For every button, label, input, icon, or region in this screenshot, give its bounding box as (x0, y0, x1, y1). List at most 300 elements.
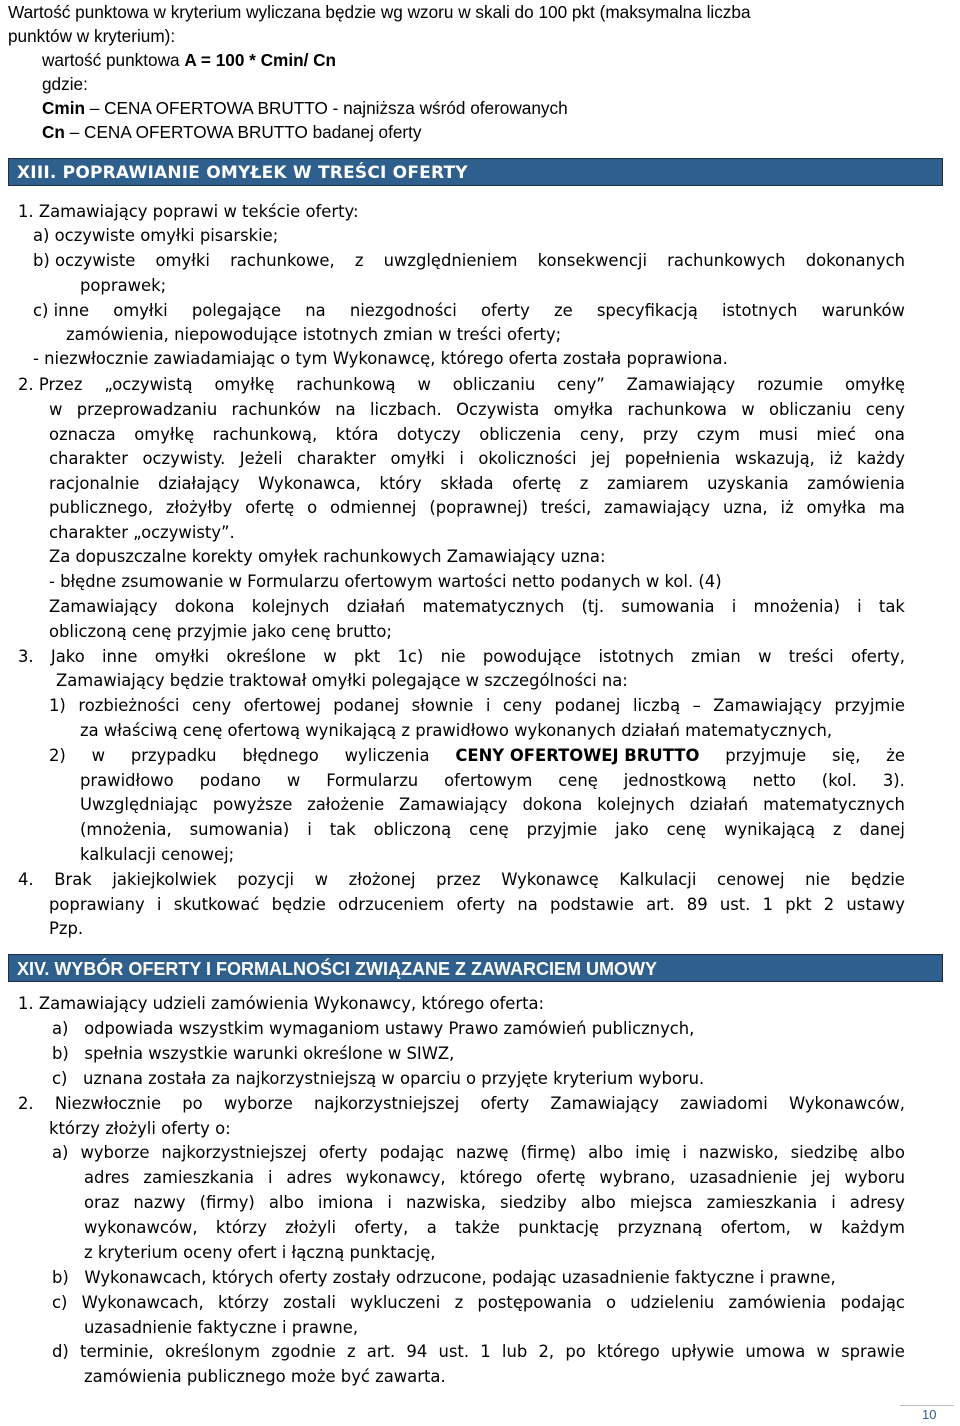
word: matematycznych (422, 597, 565, 616)
word: Zamawiający (399, 795, 508, 814)
word: uwzględnieniem (383, 251, 518, 270)
word: składa (440, 474, 494, 493)
word: podając (840, 1293, 905, 1312)
sec13-p2-line2 (49, 400, 905, 420)
word: się, (832, 746, 861, 765)
word: po (565, 1342, 586, 1361)
word: każdy (856, 449, 905, 468)
word: ceny” (557, 375, 605, 394)
word: inne (102, 647, 138, 666)
word: ofertę (245, 498, 295, 517)
word: (kol. (821, 771, 857, 790)
word: i (731, 597, 737, 616)
sec14-p2d-line1 (52, 1342, 905, 1362)
word: omyłkę (845, 375, 905, 394)
word: odrzuceniem (337, 895, 445, 914)
word: z (579, 474, 589, 493)
word: albo (869, 1143, 905, 1162)
word: zgodnie (271, 1342, 336, 1361)
word: miejsca (629, 1193, 693, 1212)
word: zamieszkania (706, 1193, 818, 1212)
word: omyłka (806, 498, 867, 517)
emphasis-ceny-ofertowej-brutto: CENY OFERTOWEJ BRUTTO (455, 746, 700, 765)
word: oferty, (851, 647, 905, 666)
word: Kalkulacji (619, 870, 697, 889)
word: oferty (318, 1143, 368, 1162)
word: netto (752, 771, 796, 790)
word: przeprowadzaniu (76, 400, 218, 419)
word: ofertę (536, 1168, 586, 1187)
word: Wykonawcę (501, 870, 599, 889)
word: jednostkową (623, 771, 727, 790)
formula-label: wartość punktowa (42, 50, 185, 70)
word: (mnożenia, (80, 820, 172, 839)
word: cenę (558, 771, 598, 790)
word: rachunków (231, 400, 321, 419)
word: omyłki (390, 449, 445, 468)
word: 2. Przez (18, 375, 83, 394)
word: racjonalnie (49, 474, 140, 493)
word: wyborze (80, 1143, 150, 1162)
word: konsekwencji (537, 251, 648, 270)
word: 1 (480, 1342, 491, 1361)
word: nie (440, 647, 466, 666)
word: określonym (164, 1342, 261, 1361)
word: podanej (333, 696, 400, 715)
word: pkt (785, 895, 812, 914)
word: adres (286, 1168, 332, 1187)
word: rachunkowych (667, 251, 786, 270)
word: w (758, 647, 772, 666)
word: 1) (49, 696, 66, 715)
word: każdym (841, 1218, 905, 1237)
word: przyjmuje (725, 746, 807, 765)
word: zamówienia (728, 1293, 827, 1312)
word: z (346, 1342, 356, 1361)
word: Wykonawców, (788, 1094, 905, 1113)
sec14-p2b: b) Wykonawcach, których oferty zostały odrzucone, podając uzasadnienie faktyczne i prawne, (52, 1268, 836, 1287)
word: zostali (283, 1293, 336, 1312)
word: oraz (84, 1193, 120, 1212)
sec13-p2-line8: Za dopuszczalne korekty omyłek rachunkowych Zamawiający uzna: (49, 547, 606, 566)
word: w (741, 400, 755, 419)
sec13-p3-line1 (18, 647, 905, 667)
word: i (857, 597, 862, 616)
sec13-p3-item2-line4 (80, 820, 905, 840)
sec14-p2a-line3 (84, 1193, 905, 1213)
sec13-p3-item2-line2 (80, 771, 905, 791)
word: popełnienia (624, 449, 721, 468)
word: ceny (865, 400, 905, 419)
word: polegające (191, 301, 282, 320)
sec13-p2-line4 (49, 449, 905, 469)
word: mnożenia) (753, 597, 840, 616)
word: uzasadnienie (689, 1168, 798, 1187)
word: kolejnych (597, 795, 675, 814)
word: ust. (719, 895, 751, 914)
word: z (454, 1293, 464, 1312)
word: i (156, 895, 162, 914)
sec13-p4-line1 (18, 870, 905, 890)
word: w (91, 746, 106, 765)
word: a) (52, 1143, 69, 1162)
sec13-p1: 1. Zamawiający poprawi w tekście oferty: (18, 202, 359, 221)
sec13-p1d: - niezwłocznie zawiadamiając o tym Wykonawcę, którego oferta została poprawiona. (33, 349, 728, 368)
word: rachunkowe, (230, 251, 335, 270)
word: nie (805, 870, 831, 889)
word: Oczywista (456, 400, 540, 419)
sec14-p2-line2: którzy złożyli oferty o: (49, 1119, 231, 1138)
sec14-p2a-line4 (84, 1218, 905, 1238)
word: oczywisty. (142, 449, 226, 468)
word: złożyli (285, 1218, 336, 1237)
word: także (455, 1218, 500, 1237)
word: (firmy) (199, 1193, 255, 1212)
formula-where: gdzie: (42, 74, 88, 94)
cmin-symbol: Cmin (42, 98, 85, 118)
word: Zamawiający (49, 597, 158, 616)
word: c) (52, 1293, 68, 1312)
sec14-p2a-line5: z kryterium oceny ofert i łączną punktację, (84, 1243, 436, 1262)
word: charakter (49, 449, 128, 468)
word: przyjmie (526, 820, 598, 839)
formula-intro-line2: punktów w kryterium): (8, 26, 176, 46)
word: punktację (518, 1218, 599, 1237)
word: Jako (50, 647, 85, 666)
word: wybrano, (599, 1168, 676, 1187)
word: najkorzystniejszej (161, 1143, 307, 1162)
word: charakter (296, 449, 376, 468)
word: i (267, 1168, 273, 1187)
word: wyborze (223, 1094, 293, 1113)
word: złożonej (348, 870, 416, 889)
word: publicznego, (49, 498, 154, 517)
word: obliczenia (479, 425, 562, 444)
word: albo (580, 1193, 616, 1212)
word: treści (788, 647, 834, 666)
formula-expression: A = 100 * Cmin/ Cn (184, 50, 337, 70)
sec13-p3-item1-line1 (49, 696, 905, 716)
sec13-p1a: a) oczywiste omyłki pisarskie; (33, 226, 279, 245)
cn-symbol: Cn (42, 122, 65, 142)
word: rachunkowa (627, 400, 727, 419)
word: specyfikacją (596, 301, 698, 320)
word: w (809, 1218, 823, 1237)
word: 1c) (397, 647, 424, 666)
sec14-p2c-line1 (52, 1293, 905, 1313)
word: Uwzględniając (80, 795, 199, 814)
word: na (517, 895, 538, 914)
word: Wykonawca, (258, 474, 361, 493)
word: podstawie (550, 895, 634, 914)
word: założenie (307, 795, 385, 814)
word: 1 (762, 895, 774, 914)
sec13-p3-line2: Zamawiający będzie traktował omyłki polegające w szczególności na: (56, 671, 628, 690)
word: czym (696, 425, 740, 444)
word: ofertowej (243, 696, 321, 715)
word: postępowania (477, 1293, 592, 1312)
word: po (182, 1094, 203, 1113)
formula-line (42, 50, 336, 70)
word: omyłki (155, 251, 210, 270)
sec13-p1c-cont: zamówienia, niepowodujące istotnych zmian w treści oferty; (66, 325, 562, 344)
word: iż (829, 449, 843, 468)
cn-description: – CENA OFERTOWA BRUTTO badanej oferty (64, 122, 422, 142)
word: udzieleniu (630, 1293, 715, 1312)
word: i (831, 1193, 836, 1212)
word: istotnych (598, 647, 674, 666)
word: istotnych (721, 301, 798, 320)
word: najkorzystniejszej (313, 1094, 460, 1113)
word: albo (588, 1143, 624, 1162)
word: nazwisko, (698, 1143, 779, 1162)
sec14-p2a-line2 (84, 1168, 905, 1188)
word: c) inne (33, 301, 90, 320)
word: a (426, 1218, 437, 1237)
word: na (335, 400, 356, 419)
word: terminie, (80, 1342, 154, 1361)
word: w (323, 647, 337, 666)
word: (firmę) (520, 1143, 577, 1162)
word: i (485, 696, 491, 715)
word: mieć (816, 425, 856, 444)
word: przyjmie (834, 696, 905, 715)
sec13-p2-line5 (49, 474, 905, 494)
word: nazwę (455, 1143, 509, 1162)
word: art. (646, 895, 675, 914)
formula-cmin-def (42, 98, 568, 118)
word: ustawy (846, 895, 905, 914)
page-number: 10 (922, 1407, 937, 1422)
word: uzyskania (707, 474, 789, 493)
word: 2 (823, 895, 835, 914)
word: jej (811, 1168, 831, 1187)
word: Jeżeli (239, 449, 283, 468)
word: którzy (215, 1218, 267, 1237)
word: z (354, 251, 364, 270)
word: wynikającą (724, 820, 816, 839)
word: dokona (522, 795, 583, 814)
word: określone (226, 647, 306, 666)
word: pkt (353, 647, 381, 666)
word: sumowania) (189, 820, 290, 839)
word: 3. (18, 647, 34, 666)
formula-cn-def (42, 122, 422, 142)
word: omyłka (553, 400, 614, 419)
sec14-p1a: a) odpowiada wszystkim wymaganiom ustawy Prawo zamówień publicznych, (52, 1019, 695, 1038)
word: rozbieżności (78, 696, 180, 715)
word: oferty, (354, 1218, 409, 1237)
word: (poprawnej) (429, 498, 529, 517)
sec14-p1: 1. Zamawiający udzieli zamówienia Wykonawcy, którego oferta: (18, 994, 545, 1013)
sec13-p2-line9: - błędne zsumowanie w Formularzu ofertowym wartości netto podanych w kol. (4) (49, 572, 722, 591)
word: 4. (18, 870, 34, 889)
footer-divider (900, 1405, 954, 1406)
word: liczbą (632, 696, 681, 715)
word: wyboru (844, 1168, 905, 1187)
word: musi (758, 425, 798, 444)
word: wykonawcy, (345, 1168, 446, 1187)
word: warunków (821, 301, 905, 320)
word: danej (859, 820, 905, 839)
word: oferty (456, 895, 506, 914)
word: Zamawiający (713, 696, 822, 715)
sec13-p2-line11: obliczoną cenę przyjmie jako cenę brutto; (49, 622, 392, 641)
word: 3). (882, 771, 905, 790)
sec14-p2d-line2: zamówienia publicznego może być zawarta. (84, 1367, 446, 1386)
sec13-p1b (33, 251, 905, 271)
cmin-description: – CENA OFERTOWA BRUTTO - najniższa wśród oferowanych (84, 98, 568, 118)
word: lub (501, 1342, 528, 1361)
word: ma (878, 498, 905, 517)
word: przyznaną (617, 1218, 703, 1237)
sec13-p2-line7: charakter „oczywisty”. (49, 523, 235, 542)
word: na (305, 301, 326, 320)
sec14-p1c: c) uznana została za najkorzystniejszą w oparciu o przyjęte kryterium wyboru. (52, 1069, 705, 1088)
word: cenę (469, 820, 509, 839)
word: powyższe (212, 795, 293, 814)
word: w (417, 375, 431, 394)
word: i (307, 820, 312, 839)
sec13-p2-line10 (49, 597, 905, 617)
word: Zamawiający (626, 375, 736, 394)
sec13-p3-item2-line1 (49, 746, 905, 766)
word: i (459, 449, 464, 468)
word: – (692, 696, 701, 715)
word: sprawie (841, 1342, 905, 1361)
word: pozycji (237, 870, 295, 889)
word: i (682, 1143, 687, 1162)
word: oferty (480, 1094, 530, 1113)
word: i (387, 1193, 392, 1212)
word: ofertę (512, 474, 562, 493)
word: omyłkę (214, 375, 275, 394)
word: w (286, 771, 301, 790)
word: ona (874, 425, 905, 444)
sec14-p2-line1 (18, 1094, 905, 1114)
word: jej (591, 449, 611, 468)
word: obliczaniu (768, 400, 852, 419)
word: imiona (317, 1193, 374, 1212)
word: ust. (438, 1342, 470, 1361)
sec13-p3-item1-line2: za właściwą cenę ofertową wynikającą z prawidłowo wykonanych działań matematycznych, (80, 721, 833, 740)
word: w (49, 400, 63, 419)
word: omyłki (113, 301, 168, 320)
word: podano (199, 771, 261, 790)
word: działań (689, 795, 749, 814)
section-xiii-header: XIII. POPRAWIANIE OMYŁEK W TREŚCI OFERTY (8, 158, 943, 186)
word: skutkować (173, 895, 260, 914)
word: ofertom, (720, 1218, 791, 1237)
word: wykluczeni (350, 1293, 441, 1312)
sec13-p1b-cont: poprawek; (80, 276, 167, 295)
word: nazwiska, (405, 1193, 486, 1212)
word: omyłki (154, 647, 210, 666)
word: obliczaniu (452, 375, 536, 394)
word: w (314, 870, 329, 889)
word: którego (459, 1168, 523, 1187)
word: przy (642, 425, 679, 444)
formula-intro-line1: Wartość punktowa w kryterium wyliczana będzie wg wzoru w skali do 100 pkt (maksymalna liczba (8, 2, 751, 22)
word: siedzibę (790, 1143, 858, 1162)
word: powodujące (482, 647, 582, 666)
word: prawidłowo (80, 771, 174, 790)
word: siedziby (499, 1193, 567, 1212)
sec13-p3-item2-line5: kalkulacji cenowej; (80, 845, 235, 864)
word: omyłkę (134, 425, 195, 444)
word: który (379, 474, 422, 493)
word: że (886, 746, 905, 765)
word: jako (615, 820, 649, 839)
word: nazwy (133, 1193, 186, 1212)
word: obliczoną (373, 820, 452, 839)
sec13-p4-line2 (49, 895, 905, 915)
word: ze (553, 301, 573, 320)
word: dokonanych (805, 251, 905, 270)
word: Niezwłocznie (54, 1094, 162, 1113)
word: zamawiający (604, 498, 711, 517)
word: uzna, (722, 498, 768, 517)
word: niezgodności (349, 301, 457, 320)
word: zmian (691, 647, 741, 666)
word: jakiejkolwiek (112, 870, 217, 889)
word: iż (780, 498, 794, 517)
word: 2) (49, 746, 66, 765)
word: będzie (271, 895, 326, 914)
word: którego (596, 1342, 660, 1361)
sec14-p2a-line1 (52, 1143, 905, 1163)
word: albo (268, 1193, 304, 1212)
word: którzy (217, 1293, 269, 1312)
sec13-p2-line6 (49, 498, 905, 518)
word: dotyczy (396, 425, 461, 444)
word: złożyłby (165, 498, 233, 517)
word: wskazują, (734, 449, 815, 468)
word: 89 (686, 895, 708, 914)
word: zamiarem (606, 474, 689, 493)
word: okoliczności (478, 449, 577, 468)
word: 2, (538, 1342, 555, 1361)
word: działający (157, 474, 240, 493)
word: matematycznych (763, 795, 905, 814)
word: oferty (481, 301, 530, 320)
word: kolejnych (251, 597, 330, 616)
word: cenę (666, 820, 707, 839)
word: liczbach. (369, 400, 442, 419)
word: tak (878, 597, 905, 616)
word: Formularzu (326, 771, 419, 790)
word: o (606, 1293, 617, 1312)
word: 94 (406, 1342, 428, 1361)
word: Zamawiający (550, 1094, 659, 1113)
word: słownie (411, 696, 474, 715)
sec14-p2c-line2: uzasadnienie faktyczne i prawne, (84, 1318, 359, 1337)
word: zamieszkania (143, 1168, 255, 1187)
word: z (832, 820, 842, 839)
word: (tj. (581, 597, 605, 616)
word: będzie (850, 870, 905, 889)
word: Wykonawcach, (81, 1293, 204, 1312)
word: podając (379, 1143, 444, 1162)
word: w (816, 1342, 830, 1361)
word: Brak (54, 870, 92, 889)
section-xiv-header: XIV. WYBÓR OFERTY I FORMALNOŚCI ZWIĄZANE Z ZAWARCIEM UMOWY (8, 954, 943, 982)
sec14-p1b: b) spełnia wszystkie warunki określone w SIWZ, (52, 1044, 455, 1063)
word: podanej (554, 696, 621, 715)
word: tak (329, 820, 356, 839)
word: oznacza (49, 425, 116, 444)
word: b) oczywiste (33, 251, 136, 270)
